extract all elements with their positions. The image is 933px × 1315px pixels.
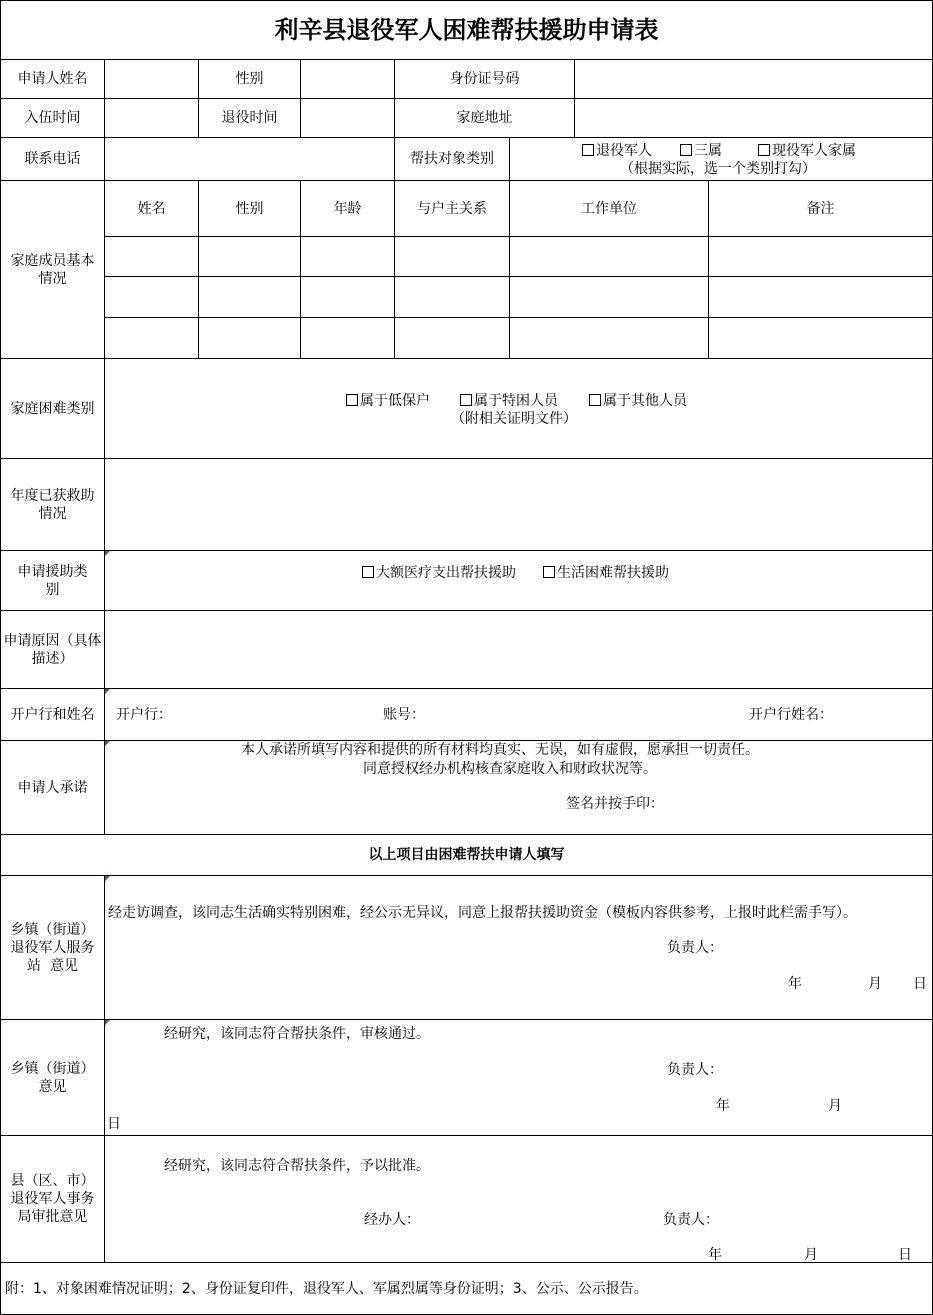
member-cell[interactable] [509, 317, 709, 359]
member-header-name [104, 180, 199, 237]
label-text: 家庭成员基本情况 [10, 252, 95, 287]
county-year: 年 [708, 1247, 722, 1263]
enlist-time-field[interactable] [104, 98, 199, 138]
header-text: 年龄 [333, 200, 362, 217]
township-month: 月 [828, 1098, 842, 1114]
member-cell[interactable] [300, 236, 395, 277]
label-text: 家庭困难类别 [10, 400, 95, 417]
township-year: 年 [716, 1098, 730, 1114]
label-text: 开户行和姓名 [10, 706, 95, 723]
station-responsible[interactable]: 负责人： [667, 940, 723, 956]
label-text: 申请人姓名 [17, 71, 88, 87]
label-text: 退役时间 [221, 110, 278, 126]
assist-option-veteran[interactable] [582, 142, 652, 160]
option-label: 生活困难帮扶援助 [557, 565, 669, 581]
option-label: 现役军人家属 [772, 143, 856, 159]
form-title [0, 0, 933, 60]
discharge-time-field[interactable] [300, 98, 395, 138]
label-line: 局审批意见 [17, 1209, 88, 1225]
county-day: 日 [898, 1247, 912, 1263]
header-text: 与户主关系 [417, 200, 487, 217]
member-cell[interactable] [198, 317, 301, 359]
label-text [11, 1172, 95, 1226]
station-year: 年 [788, 976, 802, 992]
township-day: 日 [107, 1116, 121, 1132]
member-header-relation [394, 180, 510, 237]
cell-comment-marker [105, 551, 110, 556]
label-text: 性别 [235, 71, 264, 87]
label-text: 身份证号码 [449, 71, 520, 87]
label-line: 乡镇（街道） [10, 921, 95, 938]
apply-type-cell [104, 550, 933, 611]
county-responsible[interactable]: 负责人： [663, 1212, 719, 1228]
cell-comment-marker [105, 1020, 110, 1025]
applicant-name-field[interactable] [104, 59, 199, 99]
label-discharge-time [198, 98, 301, 138]
member-header-age [300, 180, 395, 237]
label-annual-aid [0, 458, 105, 551]
label-text [11, 1060, 95, 1096]
cell-comment-marker [105, 876, 110, 881]
member-cell[interactable] [509, 276, 709, 318]
label-home-address [394, 98, 575, 138]
signature-field[interactable]: 签名并按手印： [566, 796, 664, 812]
option-label: 属于特困人员 [474, 393, 558, 409]
label-id-number [394, 59, 575, 99]
checkbox-icon [460, 394, 472, 406]
family-hardship-cell [104, 358, 933, 459]
label-text: 年度已获救助情况 [10, 487, 95, 522]
hardship-note: （附相关证明文件） [451, 411, 577, 427]
gender-field[interactable] [300, 59, 395, 99]
label-station-opinion [0, 875, 105, 1020]
checkbox-icon [582, 144, 594, 156]
label-text: 入伍时间 [24, 110, 81, 126]
apply-reason-field[interactable] [104, 610, 933, 689]
label-enlist-time [0, 98, 105, 138]
account-holder-field[interactable]: 开户行姓名： [749, 707, 833, 723]
station-day: 日 [913, 976, 927, 992]
note-text: 以上项目由困难帮扶申请人填写 [368, 847, 565, 863]
label-county-opinion [0, 1135, 105, 1263]
header-text: 性别 [235, 200, 264, 217]
label-phone [0, 137, 105, 181]
member-cell[interactable] [198, 236, 301, 277]
promise-cell [104, 740, 933, 835]
footnote-cell [0, 1262, 933, 1315]
checkbox-icon [589, 394, 601, 406]
label-assist-category [394, 137, 510, 181]
assist-category-cell [509, 137, 933, 181]
option-label: 属于其他人员 [603, 393, 687, 409]
label-family-members [0, 180, 105, 359]
county-month: 月 [804, 1247, 818, 1263]
label-applicant-name [0, 59, 105, 99]
checkbox-icon [362, 566, 374, 578]
annual-aid-field[interactable] [104, 458, 933, 551]
promise-line-1: 本人承诺所填写内容和提供的所有材料均真实、无误，如有虚假，愿承担一切责任。 [241, 742, 759, 758]
form-title-text: 利辛县退役军人困难帮扶援助申请表 [274, 15, 659, 44]
header-text: 姓名 [137, 200, 166, 217]
assist-option-three-relatives[interactable] [680, 142, 722, 160]
label-text: 帮扶对象类别 [410, 151, 494, 167]
label-text: 申请原因（具体描述） [3, 632, 102, 667]
label-family-hardship [0, 358, 105, 459]
label-line: 乡镇（街道） [10, 1060, 95, 1077]
county-opinion-cell [104, 1135, 933, 1263]
option-label: 大额医疗支出帮扶援助 [376, 565, 516, 581]
cell-comment-marker [105, 689, 110, 694]
member-cell[interactable] [104, 236, 199, 277]
member-header-workplace [509, 180, 709, 237]
label-line: 退役军人事务 [10, 1191, 95, 1207]
option-label: 三属 [694, 143, 722, 159]
label-line: 县（区、市） [10, 1173, 95, 1189]
cell-comment-marker [105, 741, 110, 746]
hardship-option-low-income[interactable] [346, 392, 430, 410]
promise-line-2: 同意授权经办机构核查家庭收入和财政状况等。 [363, 761, 657, 777]
label-line: 意见 [38, 1078, 67, 1095]
checkbox-icon [758, 144, 770, 156]
member-cell[interactable] [394, 236, 510, 277]
station-month: 月 [868, 976, 882, 992]
township-responsible[interactable]: 负责人： [667, 1062, 723, 1078]
label-township-opinion [0, 1019, 105, 1136]
member-cell[interactable] [300, 317, 395, 359]
member-cell[interactable] [708, 276, 933, 318]
member-cell[interactable] [104, 276, 199, 318]
footnote-text: 附：1、对象困难情况证明；2、身份证复印件，退役军人、军属烈属等身份证明；3、公示、公示报告。 [5, 1281, 648, 1297]
label-bank [0, 688, 105, 741]
township-opinion-cell [104, 1019, 933, 1136]
label-text [11, 921, 95, 975]
option-label: 退役军人 [596, 143, 652, 159]
bank-cell [104, 688, 933, 741]
label-text: 家庭地址 [456, 110, 513, 126]
member-cell[interactable] [198, 276, 301, 318]
checkbox-icon [346, 394, 358, 406]
label-text: 申请援助类别 [17, 563, 88, 598]
checkbox-icon [680, 144, 692, 156]
header-text: 工作单位 [581, 200, 637, 217]
member-cell[interactable] [708, 317, 933, 359]
assist-option-active-family[interactable] [758, 142, 856, 160]
label-text: 联系电话 [24, 151, 81, 167]
hardship-option-extreme-poverty[interactable] [460, 392, 558, 410]
phone-field[interactable] [104, 137, 395, 181]
home-address-field[interactable] [574, 98, 933, 138]
id-number-field[interactable] [574, 59, 933, 99]
label-apply-type [0, 550, 105, 611]
county-handler[interactable]: 经办人： [364, 1212, 420, 1228]
account-field[interactable]: 账号： [383, 707, 425, 723]
station-opinion-cell [104, 875, 933, 1020]
member-cell[interactable] [104, 317, 199, 359]
label-text: 申请人承诺 [17, 779, 88, 796]
label-apply-reason [0, 610, 105, 689]
apply-option-medical[interactable] [362, 564, 516, 582]
label-line: 站 意见 [27, 957, 78, 974]
assist-note: （根据实际，选一个类别打勾） [620, 161, 816, 177]
township-opinion-text[interactable]: 经研究，该同志符合帮扶条件，审核通过。 [164, 1026, 430, 1042]
label-line: 退役军人服务 [10, 939, 95, 956]
member-cell[interactable] [394, 317, 510, 359]
header-text: 备注 [806, 200, 835, 217]
checkbox-icon [543, 566, 555, 578]
option-label: 属于低保户 [360, 393, 430, 409]
member-cell[interactable] [708, 236, 933, 277]
member-header-gender [198, 180, 301, 237]
county-opinion-text[interactable]: 经研究，该同志符合帮扶条件，予以批准。 [164, 1158, 430, 1174]
label-gender [198, 59, 301, 99]
apply-option-living[interactable] [543, 564, 669, 582]
station-opinion-text[interactable]: 经走访调查，该同志生活确实特别困难，经公示无异议，同意上报帮扶援助资金（模板内容供参考，上报时此栏需手写）。 [108, 905, 857, 921]
member-header-notes [708, 180, 933, 237]
member-cell[interactable] [509, 236, 709, 277]
applicant-fill-note [0, 834, 933, 876]
member-cell[interactable] [394, 276, 510, 318]
label-promise [0, 740, 105, 835]
bank-field[interactable]: 开户行： [116, 707, 172, 723]
member-cell[interactable] [300, 276, 395, 318]
hardship-option-other[interactable] [589, 392, 687, 410]
